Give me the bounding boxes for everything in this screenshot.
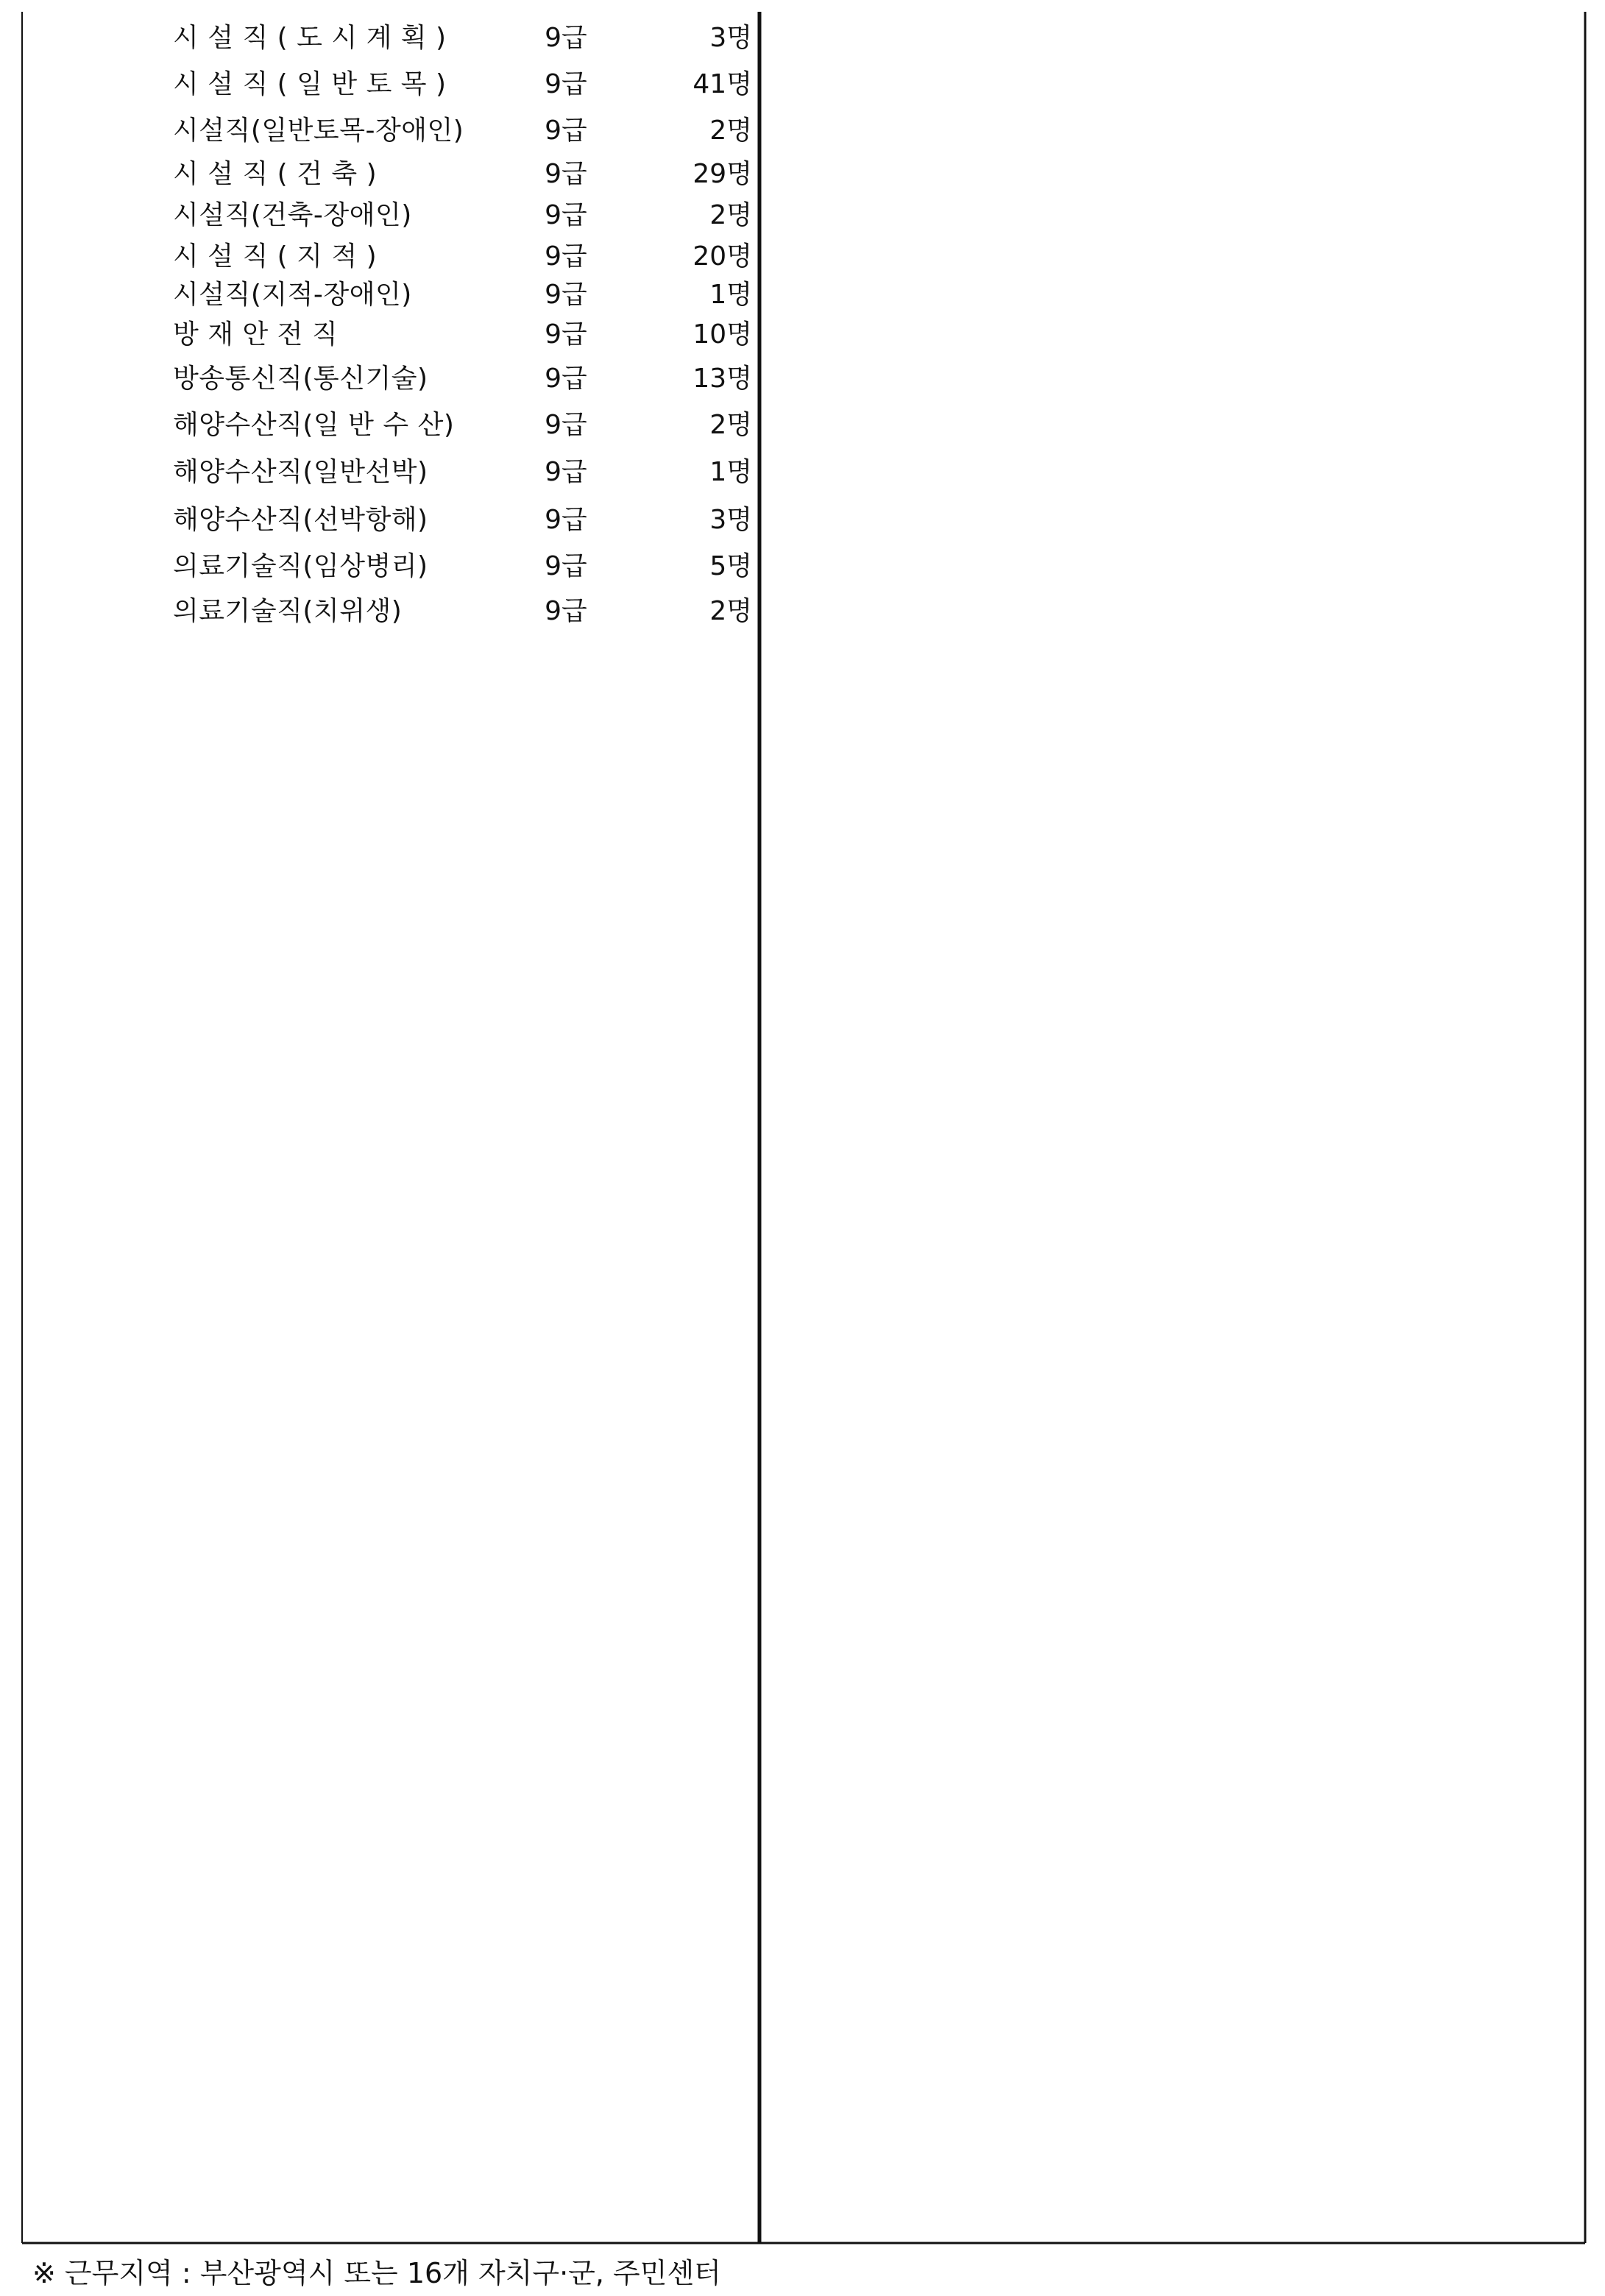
job-series-name: 시 설 직 ( 건 축 ): [173, 158, 378, 189]
job-grade: 9급: [545, 241, 587, 272]
job-series-name: 방송통신직(통신기술): [173, 363, 428, 394]
job-grade: 9급: [545, 280, 587, 310]
job-count: 1명: [709, 457, 752, 487]
job-series-name: 의료기술직(임상병리): [173, 550, 428, 581]
job-series-name: 해양수산직(일반선박): [173, 457, 428, 487]
job-series-name: 시설직(지적-장애인): [173, 280, 412, 310]
job-series-name: 의료기술직(치위생): [173, 595, 403, 626]
job-count: 20명: [692, 241, 752, 272]
job-grade: 9급: [545, 199, 587, 230]
job-count: 13명: [692, 363, 752, 394]
job-count: 10명: [692, 319, 752, 350]
job-count: 1명: [709, 280, 752, 310]
job-count: 2명: [709, 409, 752, 440]
job-count: 3명: [709, 22, 752, 53]
job-count: 29명: [692, 158, 752, 189]
job-series-name: 방 재 안 전 직: [173, 319, 339, 350]
job-grade: 9급: [545, 550, 587, 581]
job-series-name: 시 설 직 ( 일 반 토 목 ): [173, 69, 447, 99]
job-count: 2명: [709, 116, 752, 146]
job-series-name: 해양수산직(선박항해): [173, 505, 428, 535]
job-grade: 9급: [545, 116, 587, 146]
job-count: 2명: [709, 595, 752, 626]
job-grade: 9급: [545, 319, 587, 350]
job-grade: 9급: [545, 363, 587, 394]
job-grade: 9급: [545, 22, 587, 53]
job-grade: 9급: [545, 595, 587, 626]
job-series-name: 시 설 직 ( 도 시 계 획 ): [173, 22, 447, 53]
job-count: 3명: [709, 505, 752, 535]
job-grade: 9급: [545, 505, 587, 535]
job-grade: 9급: [545, 69, 587, 99]
job-series-name: 시 설 직 ( 지 적 ): [173, 241, 378, 272]
job-series-name: 시설직(건축-장애인): [173, 199, 412, 230]
job-count: 2명: [709, 199, 752, 230]
job-count: 5명: [709, 550, 752, 581]
work-location-note: ※ 근무지역 : 부산광역시 또는 16개 자치구·군, 주민센터: [32, 2257, 721, 2289]
job-count: 41명: [692, 69, 752, 99]
job-grade: 9급: [545, 158, 587, 189]
job-grade: 9급: [545, 457, 587, 487]
job-grade: 9급: [545, 409, 587, 440]
job-series-name: 시설직(일반토목-장애인): [173, 116, 464, 146]
job-series-name: 해양수산직(일 반 수 산): [173, 409, 455, 440]
